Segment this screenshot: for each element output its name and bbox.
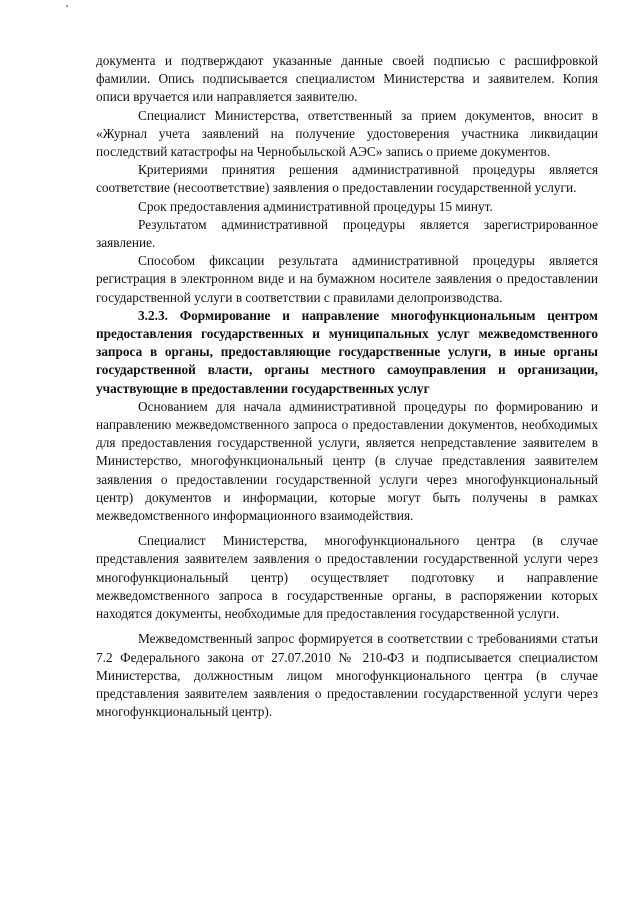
scan-speck: [66, 5, 68, 7]
paragraph-9: Межведомственный запрос формируется в соответствии с требованиями статьи 7.2 Федерального закона от 27.07.2010 № 210-ФЗ и подписывается специалистом Министерства, должностным лицом многофункционального центра (в случае представления заявителем заявления о предоставлении государственной услуги через многофункциональный центр).: [96, 631, 598, 720]
paragraph-5: Результатом административной процедуры является зарегистрированное заявление.: [96, 216, 598, 251]
paragraph-1: документа и подтверждают указанные данные своей подписью с расшифровкой фамилии. Опись подписывается специалистом Министерства и заявителем. Копия описи вручается или направляется заявителю.: [96, 53, 598, 105]
section-heading: 3.2.3. Формирование и направление многофункциональным центром предоставления государственных и муниципальных услуг межведомственного запроса в органы, предоставляющие государственные услуги, в иные органы государственной власти, органы местного самоуправления и организации, участвующие в предоставлении государственных услуг: [96, 307, 598, 396]
paragraph-4: Срок предоставления административной процедуры 15 минут.: [138, 198, 493, 214]
paragraph-3: Критериями принятия решения административной процедуры является соответствие (несоответствие) заявления о предоставлении государственной услуги.: [96, 162, 598, 196]
paragraph-6: Способом фиксации результата административной процедуры является регистрация в электронном виде и на бумажном носителе заявления о предоставлении государственной услуги в соответствии с правилами делопроизводства.: [96, 253, 598, 305]
paragraph-2: Специалист Министерства, ответственный за прием документов, вносит в «Журнал учета заявлений на получение удостоверения участника ликвидации последствий катастрофы на Чернобыльской АЭС» запись о приеме документов.: [96, 107, 598, 160]
paragraph-8: Специалист Министерства, многофункционального центра (в случае представления заявителем заявления о предоставлении государственной услуги через многофункциональный центр) осуществляет подготовку и направление межведомственного запроса в государственные органы, в распоряжении которых находятся документы, необходимые для предоставления государственной услуги.: [96, 533, 598, 622]
document-body: [96, 52, 598, 721]
paragraph-7: Основанием для начала административной процедуры по формированию и направлению межведомственного запроса о предоставлении документов, необходимых для предоставления государственной услуги, является непредставление заявителем в Министерство, многофункциональный центр (в случае представления заявителем заявления о предоставлении государственной услуги через многофункциональный центр) документов и информации, которые могут быть получены в рамках межведомственного информационного взаимодействия.: [96, 398, 598, 524]
